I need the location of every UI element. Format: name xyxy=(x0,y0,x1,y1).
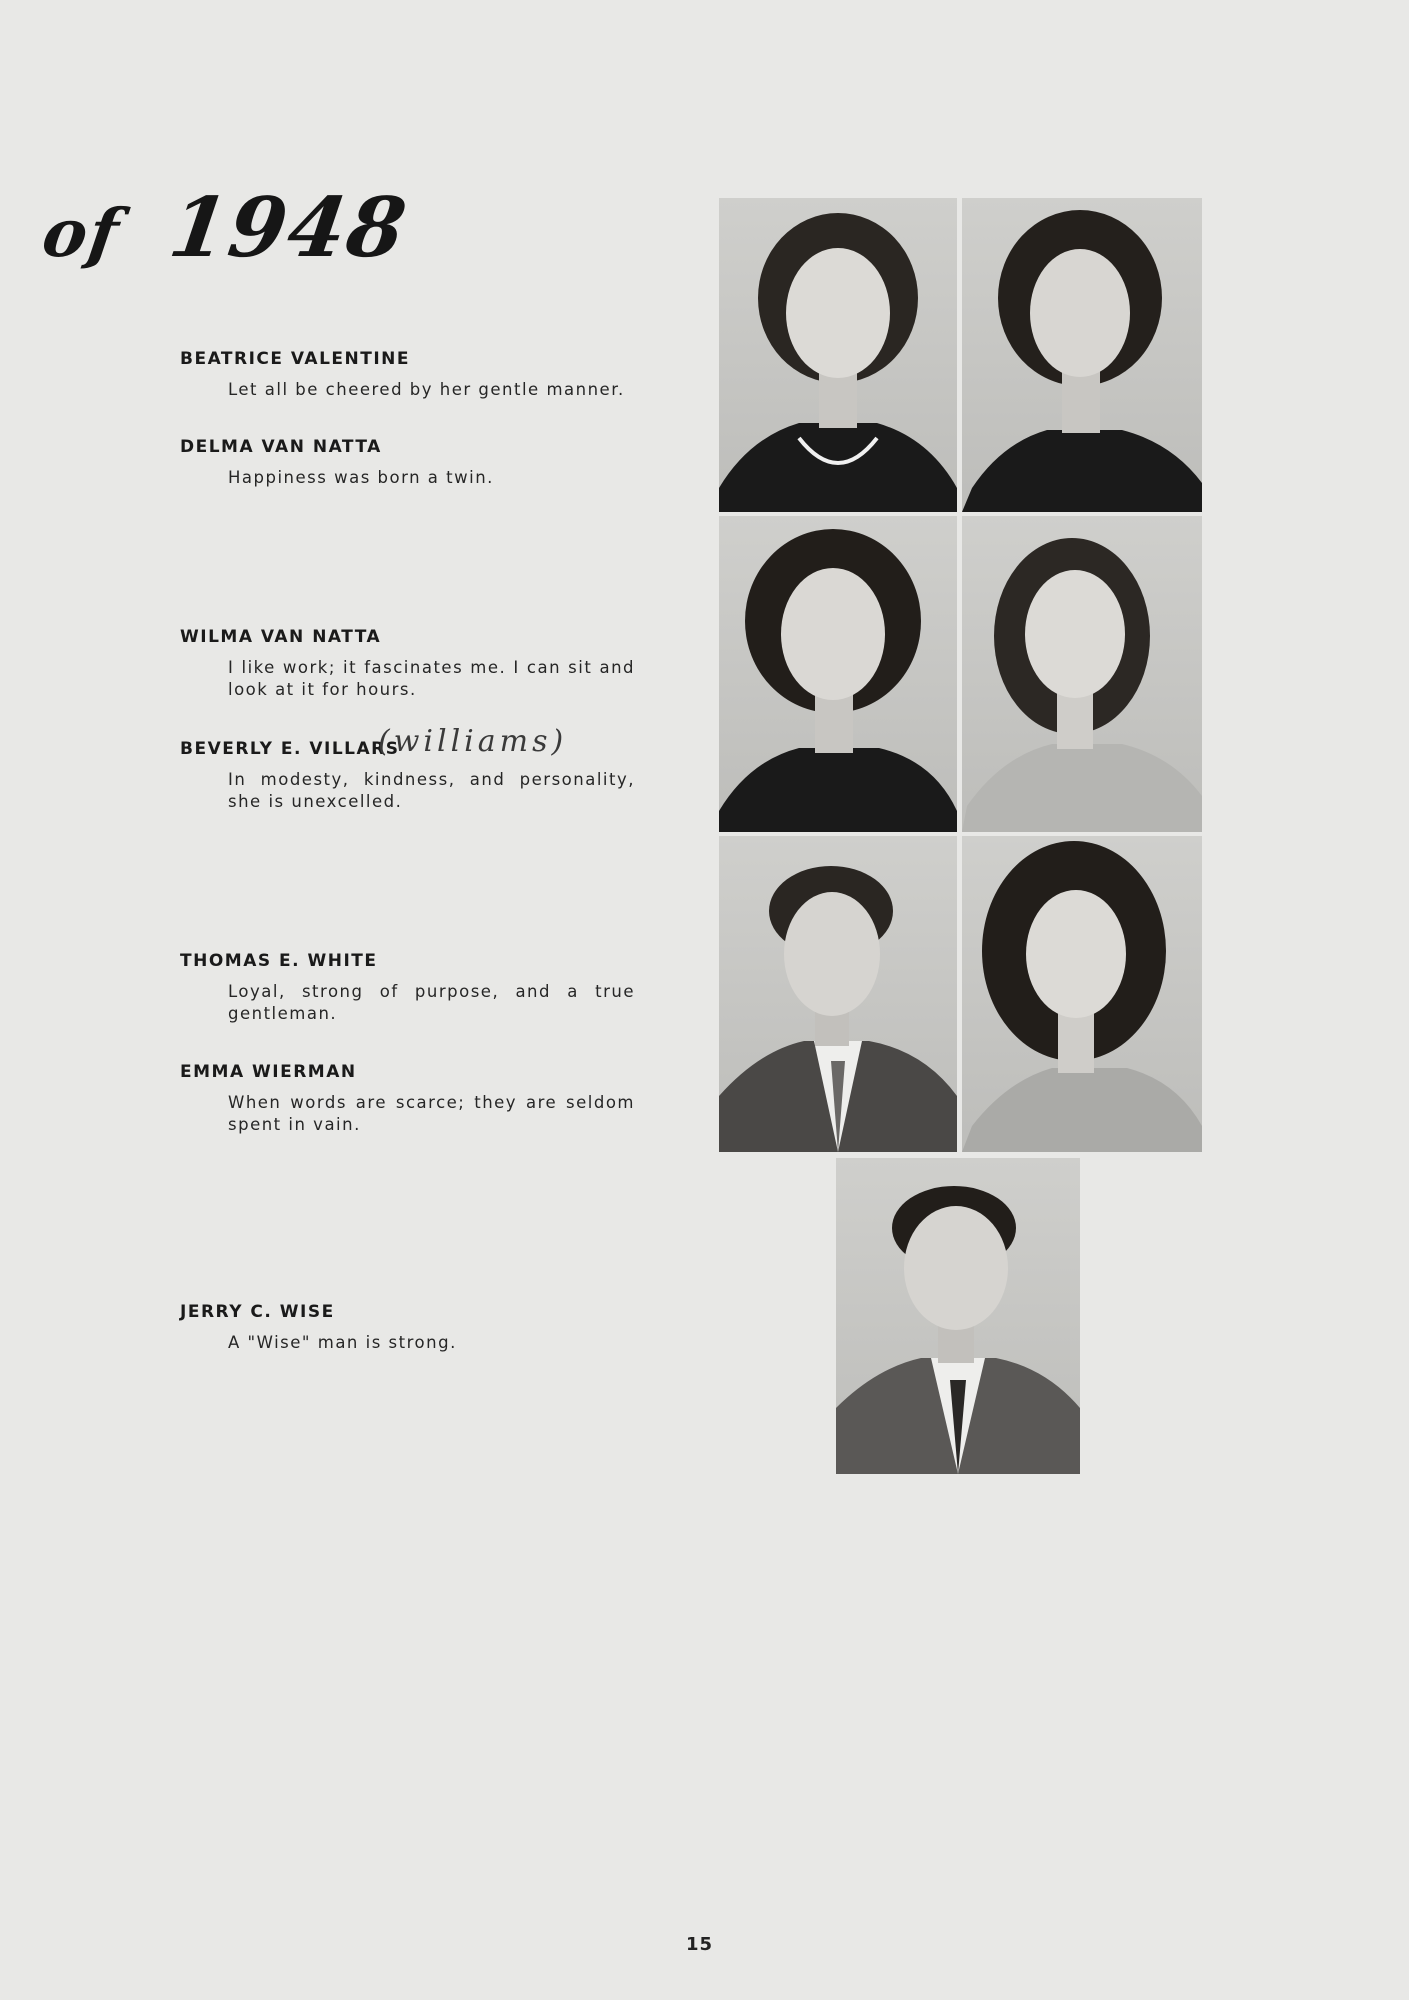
student-quote: A "Wise" man is strong. xyxy=(228,1333,457,1352)
portrait-photo-wilma xyxy=(719,516,957,832)
student-entry-delma xyxy=(180,437,635,489)
student-quote: I like work; it fascinates me. I can sit and look at it for hours. xyxy=(228,658,635,699)
title-of: of xyxy=(37,194,126,272)
student-entry-valentine xyxy=(180,349,635,401)
student-name: BEATRICE VALENTINE xyxy=(180,349,411,369)
portrait-photo-jerry xyxy=(836,1158,1080,1474)
student-name: WILMA VAN NATTA xyxy=(180,627,382,647)
portrait-photo-emma xyxy=(962,836,1202,1152)
student-entry-wierman xyxy=(180,1062,635,1136)
portrait-photo-delma xyxy=(962,198,1202,512)
portrait-photo-thomas xyxy=(719,836,957,1152)
student-quote: Happiness was born a twin. xyxy=(228,468,494,487)
title-year: 1948 xyxy=(163,180,414,276)
student-name: EMMA WIERMAN xyxy=(180,1062,357,1082)
student-name: JERRY C. WISE xyxy=(180,1302,335,1322)
student-name: DELMA VAN NATTA xyxy=(180,437,382,457)
portrait-photo-valentine xyxy=(719,198,957,512)
student-quote: Let all be cheered by her gentle manner. xyxy=(228,380,625,399)
student-entry-white xyxy=(180,951,635,1025)
portrait-photo-beverly xyxy=(962,516,1202,832)
handwritten-annotation: (williams) xyxy=(378,724,568,759)
student-entry-wilma xyxy=(180,627,635,701)
student-quote: Loyal, strong of purpose, and a true gentleman. xyxy=(228,982,635,1023)
student-quote: When words are scarce; they are seldom spent in vain. xyxy=(228,1093,635,1134)
page-number: 15 xyxy=(686,1934,714,1955)
student-quote: In modesty, kindness, and personality, she is unexcelled. xyxy=(228,770,635,811)
student-name: BEVERLY E. VILLARS xyxy=(180,739,400,759)
page-title xyxy=(37,180,413,276)
student-entry-wise xyxy=(180,1302,635,1354)
student-name: THOMAS E. WHITE xyxy=(180,951,378,971)
